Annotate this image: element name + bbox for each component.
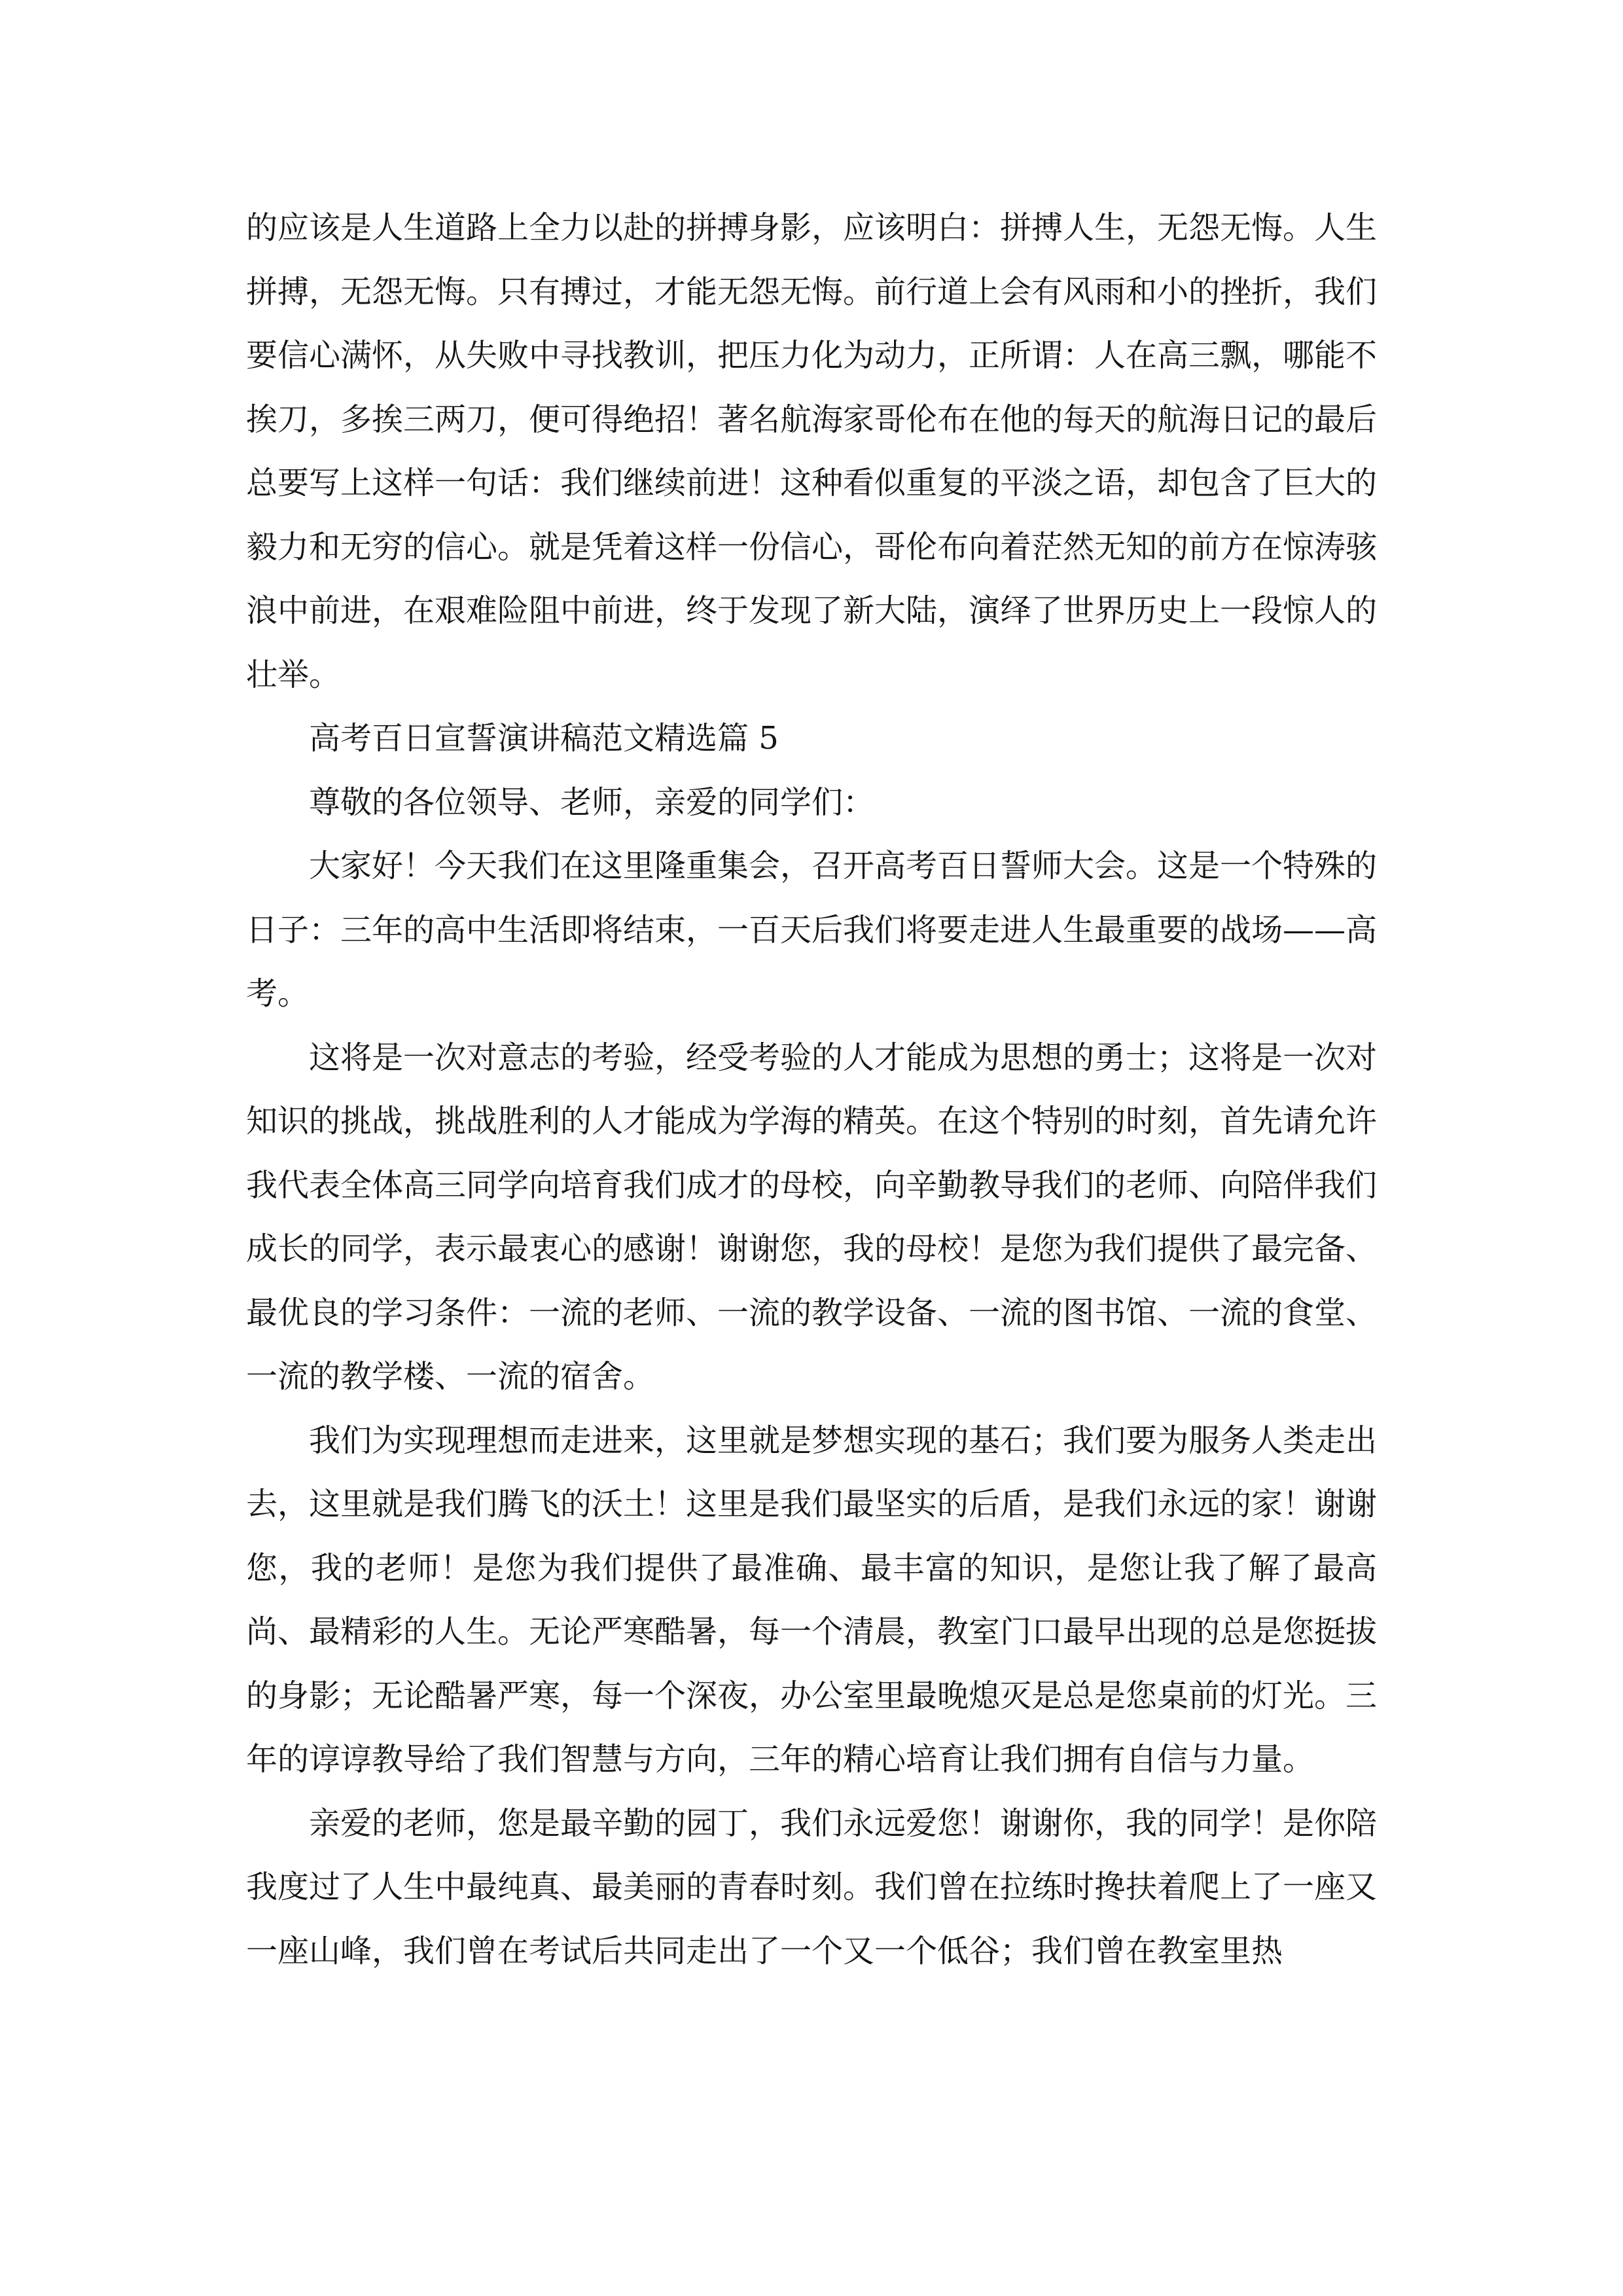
salutation: 尊敬的各位领导、老师，亲爱的同学们： [309,783,875,821]
section-heading: 高考百日宣誓演讲稿范文精选篇 5 [309,720,779,757]
paragraph-gratitude-classmate: 亲爱的老师，您是最辛勤的园丁，我们永远爱您！谢谢你，我的同学！是你陪我度过了人生中最纯真、最美丽的青春时刻。我们曾在拉练时搀扶着爬上了一座又一座山峰，我们曾在考试后共同走出了一个又一个低谷；我们曾在教室里热 [246,1804,1378,1969]
document-body [246,196,1377,1983]
paragraph-gratitude-school: 这将是一次对意志的考验，经受考验的人才能成为思想的勇士；这将是一次对知识的挑战，挑战胜利的人才能成为学海的精英。在这个特别的时刻，首先请允许我代表全体高三同学向培育我们成才的母校，向辛勤教导我们的老师、向陪伴我们成长的同学，表示最衷心的感谢！谢谢您，我的母校！是您为我们提供了最完备、最优良的学习条件：一流的老师、一流的教学设备、一流的图书馆、一流的食堂、一流的教学楼、一流的宿舍。 [246,1039,1378,1395]
paragraph-greeting: 大家好！今天我们在这里隆重集会，召开高考百日誓师大会。这是一个特殊的日子：三年的高中生活即将结束，一百天后我们将要走进人生最重要的战场——高考。 [246,848,1378,1012]
paragraph-continuation: 的应该是人生道路上全力以赴的拼搏身影，应该明白：拼搏人生，无怨无悔。人生拼搏，无怨无悔。只有搏过，才能无怨无悔。前行道上会有风雨和小的挫折，我们要信心满怀，从失败中寻找教训，把压力化为动力，正所谓：人在高三飘，哪能不挨刀，多挨三两刀，便可得绝招！著名航海家哥伦布在他的每天的航海日记的最后总要写上这样一句话：我们继续前进！这种看似重复的平淡之语，却包含了巨大的毅力和无穷的信心。就是凭着这样一份信心，哥伦布向着茫然无知的前方在惊涛骇浪中前进，在艰难险阻中前进，终于发现了新大陆，演绎了世界历史上一段惊人的壮举。 [246,209,1378,693]
paragraph-gratitude-teacher: 我们为实现理想而走进来，这里就是梦想实现的基石；我们要为服务人类走出去，这里就是我们腾飞的沃土！这里是我们最坚实的后盾，是我们永远的家！谢谢您，我的老师！是您为我们提供了最准确、最丰富的知识，是您让我了解了最高尚、最精彩的人生。无论严寒酷暑，每一个清晨，教室门口最早出现的总是您挺拔的身影；无论酷暑严寒，每一个深夜，办公室里最晚熄灭是总是您桌前的灯光。三年的谆谆教导给了我们智慧与方向，三年的精心培育让我们拥有自信与力量。 [246,1422,1378,1778]
